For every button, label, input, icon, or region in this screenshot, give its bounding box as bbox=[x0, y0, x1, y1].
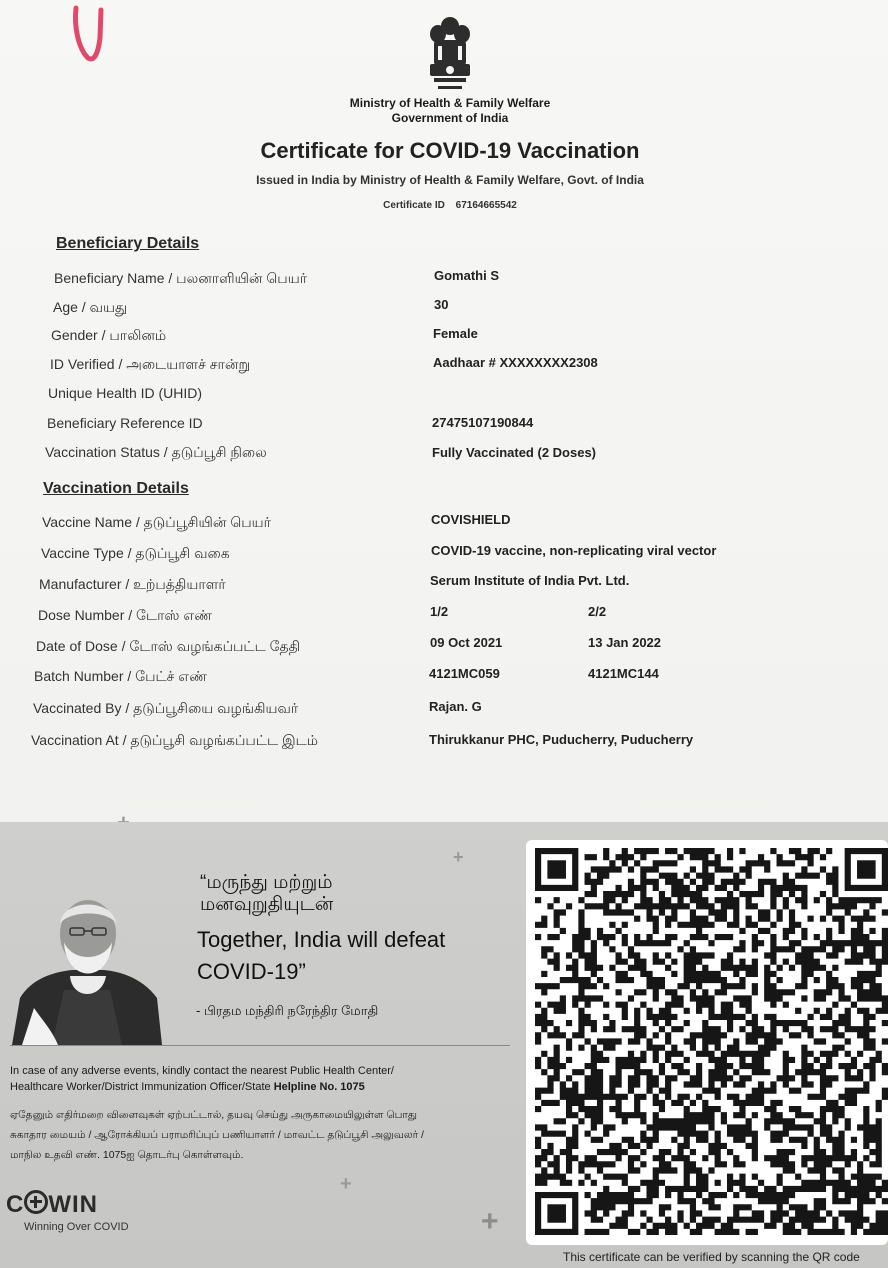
id-verified-label: ID Verified / அடையாளச் சான்று bbox=[50, 356, 251, 372]
certificate-id-value: 67164665542 bbox=[455, 200, 517, 211]
batch-number-label: Batch Number / பேட்ச் எண் bbox=[34, 668, 208, 684]
vaccination-status-value: Fully Vaccinated (2 Doses) bbox=[432, 445, 597, 460]
ministry-line-2: Government of India bbox=[391, 111, 509, 125]
certificate-title: Certificate for COVID-19 Vaccination bbox=[260, 138, 640, 163]
pen-mark-icon bbox=[70, 4, 104, 66]
manufacturer-value: Serum Institute of India Pvt. Ltd. bbox=[430, 573, 630, 588]
plus-icon: + bbox=[340, 1173, 352, 1195]
dose-number-label: Dose Number / டோஸ் எண் bbox=[38, 607, 213, 623]
adverse-event-note-tamil bbox=[10, 1105, 510, 1165]
adverse-event-note bbox=[10, 1063, 510, 1095]
reference-id-value: 27475107190844 bbox=[432, 415, 534, 430]
divider bbox=[10, 1045, 510, 1046]
uhid-label: Unique Health ID (UHID) bbox=[48, 385, 203, 401]
vaccinated-by-label: Vaccinated By / தடுப்பூசியை வழங்கியவர் bbox=[33, 700, 299, 716]
quote-english-line-2: COVID-19” bbox=[197, 959, 306, 984]
plus-icon: + bbox=[453, 847, 464, 867]
helpline-number: Helpline No. 1075 bbox=[273, 1081, 365, 1093]
adverse-line-2 bbox=[10, 1079, 510, 1095]
adverse-tamil-line-2: சுகாதார மையம் / ஆரோக்கியப் பராமரிப்புப் பணியாளர் / மாவட்ட தடுப்பூசி அலுவலர் / bbox=[10, 1129, 424, 1141]
qr-modules bbox=[535, 848, 888, 1235]
vaccine-type-value: COVID-19 vaccine, non-replicating viral vector bbox=[431, 543, 717, 558]
qr-finder-bottom-left bbox=[535, 1192, 578, 1235]
cowin-logo bbox=[6, 1190, 98, 1219]
quote-tamil-line-2: மனவுறுதியுடன் bbox=[200, 894, 334, 915]
certificate-id bbox=[330, 200, 570, 211]
vaccine-name-value: COVISHIELD bbox=[431, 512, 511, 527]
vaccine-type-label: Vaccine Type / தடுப்பூசி வகை bbox=[41, 545, 230, 561]
quote-english-line-1: Together, India will defeat bbox=[197, 927, 446, 952]
dose-number-2: 2/2 bbox=[588, 604, 607, 619]
quote-tamil bbox=[200, 872, 460, 916]
adverse-tamil-line-3: மாநில உதவி எண். 1075ஐ தொடர்பு கொள்ளவும். bbox=[10, 1149, 244, 1161]
age-label: Age / வயது bbox=[53, 299, 128, 315]
qr-finder-top-left bbox=[535, 848, 578, 891]
cowin-logo-c: C bbox=[6, 1191, 25, 1218]
date-of-dose-1: 09 Oct 2021 bbox=[430, 635, 503, 650]
manufacturer-label: Manufacturer / உற்பத்தியாளர் bbox=[39, 576, 226, 592]
ministry-line-1: Ministry of Health & Family Welfare bbox=[349, 96, 551, 110]
gender-label: Gender / பாலினம் bbox=[51, 327, 167, 343]
adverse-tamil-line-1: ஏதேனும் எதிர்மறை விளைவுகள் ஏற்பட்டால், தயவு செய்து அருகாமையிலுள்ள பொது bbox=[10, 1109, 417, 1121]
quote-english bbox=[197, 924, 497, 988]
certificate-id-label: Certificate ID bbox=[383, 200, 445, 211]
id-verified-value: Aadhaar # XXXXXXXX2308 bbox=[433, 355, 598, 370]
gender-value: Female bbox=[433, 326, 478, 341]
cowin-plus-icon bbox=[24, 1190, 48, 1214]
portrait-photo bbox=[12, 880, 162, 1045]
vaccinated-at-label: Vaccination At / தடுப்பூசி வழங்கப்பட்ட இடம் bbox=[31, 732, 318, 748]
cowin-tagline: Winning Over COVID bbox=[24, 1221, 129, 1233]
adverse-line-2-prefix: Healthcare Worker/District Immunization Officer/State bbox=[10, 1081, 271, 1093]
vaccination-status-label: Vaccination Status / தடுப்பூசி நிலை bbox=[45, 444, 267, 460]
cowin-logo-win: WIN bbox=[48, 1191, 98, 1218]
vaccine-name-label: Vaccine Name / தடுப்பூசியின் பெயர் bbox=[42, 514, 271, 530]
qr-finder-top-right bbox=[845, 848, 888, 891]
beneficiary-name-value: Gomathi S bbox=[434, 268, 500, 283]
date-of-dose-2: 13 Jan 2022 bbox=[588, 635, 662, 650]
dose-number-1: 1/2 bbox=[430, 604, 449, 619]
reference-id-label: Beneficiary Reference ID bbox=[47, 415, 203, 431]
vaccination-heading: Vaccination Details bbox=[43, 480, 189, 497]
qr-code bbox=[535, 848, 888, 1235]
vaccinated-at-value: Thirukkanur PHC, Puducherry, Puducherry bbox=[429, 732, 694, 747]
batch-number-2: 4121MC144 bbox=[588, 666, 659, 681]
ministry-name bbox=[250, 96, 650, 126]
plus-icon: + bbox=[481, 1205, 499, 1238]
vaccinated-by-value: Rajan. G bbox=[429, 699, 482, 714]
pm-signature: - பிரதம மந்திரி நரேந்திர மோதி bbox=[196, 1003, 379, 1018]
batch-number-1: 4121MC059 bbox=[429, 666, 500, 681]
verify-note: This certificate can be verified by scanning the QR code bbox=[563, 1250, 860, 1264]
issued-by: Issued in India by Ministry of Health & Family Welfare, Govt. of India bbox=[256, 173, 644, 187]
age-value: 30 bbox=[434, 297, 449, 312]
beneficiary-heading: Beneficiary Details bbox=[56, 235, 200, 252]
quote-tamil-line-1: “மருந்து மற்றும் bbox=[200, 872, 333, 893]
ashoka-emblem-icon bbox=[424, 14, 476, 96]
date-of-dose-label: Date of Dose / டோஸ் வழங்கப்பட்ட தேதி bbox=[36, 638, 301, 654]
adverse-line-1: In case of any adverse events, kindly contact the nearest Public Health Center/ bbox=[10, 1065, 394, 1077]
beneficiary-name-label: Beneficiary Name / பலனாளியின் பெயர் bbox=[54, 270, 308, 286]
